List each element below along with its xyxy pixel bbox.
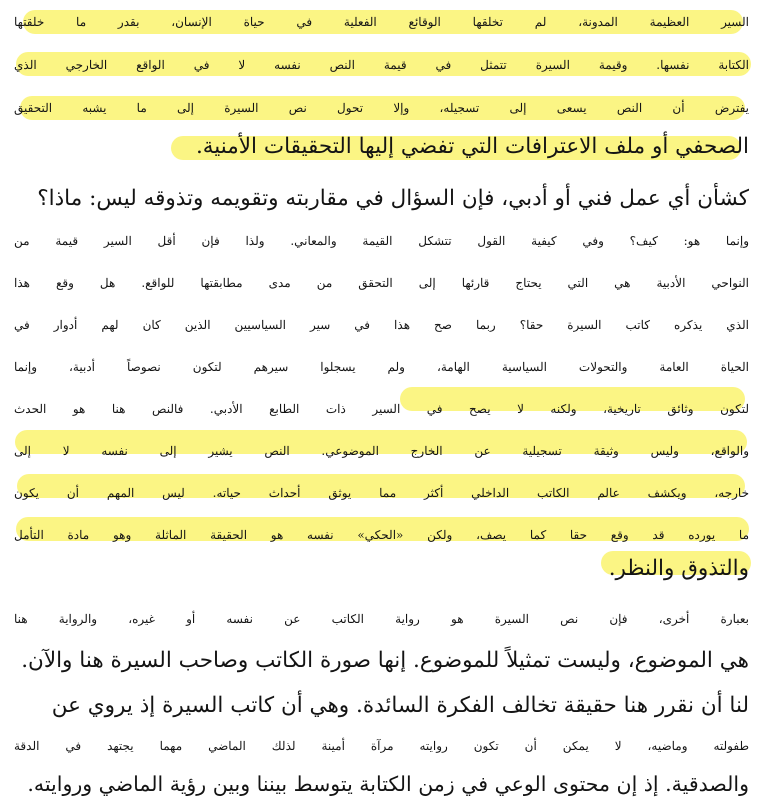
text-line: يفترض أن النص يسعى إلى تسجيله، وإلا تحول نص السيرة إلى ما يشبه التحقيق	[14, 101, 749, 115]
text-line: السير العظيمة المدونة، لم تخلقها الوقائع الفعلية في حياة الإنسان، بقدر ما خلقتها	[14, 15, 749, 29]
text-line: الكتابة نفسها. وقيمة السيرة تتمثل في قيمة النص نفسه لا في الواقع الخارجي الذي	[14, 58, 749, 72]
text-line: النواحي الأدبية هي التي يحتاج قارئها إلى التحقق من مدى مطابقتها للواقع. هل وقع هذا	[14, 276, 749, 290]
text-line: لتكون وثائق تاريخية، ولكنه لا يصح في السير ذات الطابع الأدبي. فالنص هنا هو الحدث	[14, 402, 749, 416]
text-line: وإنما هو: كيف؟ وفي كيفية القول تتشكل القيمة والمعاني. ولذا فإن أقل السير قيمة من	[14, 234, 749, 248]
text-line: والصدقية. إذ إن محتوى الوعي في زمن الكتابة يتوسط بيننا وبين رؤية الماضي وروايته.	[27, 772, 749, 796]
text-line: الصحفي أو ملف الاعترافات التي تفضي إليها التحقيقات الأمنية.	[195, 134, 749, 159]
text-line: الذي يذكره كاتب السيرة حقا؟ ربما صح هذا في سير السياسيين الذين كان لهم أدوار في	[14, 318, 749, 332]
text-line: بعبارة أخرى، فإن نص السيرة هو رواية الكاتب عن نفسه أو غيره، والرواية هنا	[14, 612, 749, 626]
text-line: خارجه، ويكشف عالم الكاتب الداخلي أكثر مما يوثق أحداث حياته. ليس المهم أن يكون	[14, 486, 749, 500]
text-line: هي الموضوع، وليست تمثيلاً للموضوع. إنها صورة الكاتب وصاحب السيرة هنا والآن.	[21, 648, 749, 673]
text-line: لنا أن نقرر هنا حقيقة تخالف الفكرة السائدة. وهي أن كاتب السيرة إذ يروي عن	[51, 693, 749, 718]
text-line: والواقع، وليس وثيقة تسجيلية عن الخارج الموضوعي. النص يشير إلى نفسه لا إلى	[14, 444, 749, 458]
text-line: والتذوق والنظر.	[608, 556, 749, 581]
text-line: ما يورده قد وقع حقا كما يصف، ولكن «الحكي» نفسه هو الحقيقة الماثلة وهو مادة التأمل	[14, 528, 749, 542]
text-line: الحياة العامة والتحولات السياسية الهامة، ولم يسجلوا سيرهم لتكون نصوصاً أدبية، وإنما	[14, 360, 749, 374]
text-line: كشأن أي عمل فني أو أدبي، فإن السؤال في مقاربته وتقويمه وتذوقه ليس: ماذا؟	[37, 186, 749, 211]
text-line: طفولته وماضيه، لا يمكن أن تكون روايته مرآة أمينة لذلك الماضي مهما يجتهد في الدقة	[14, 739, 749, 753]
